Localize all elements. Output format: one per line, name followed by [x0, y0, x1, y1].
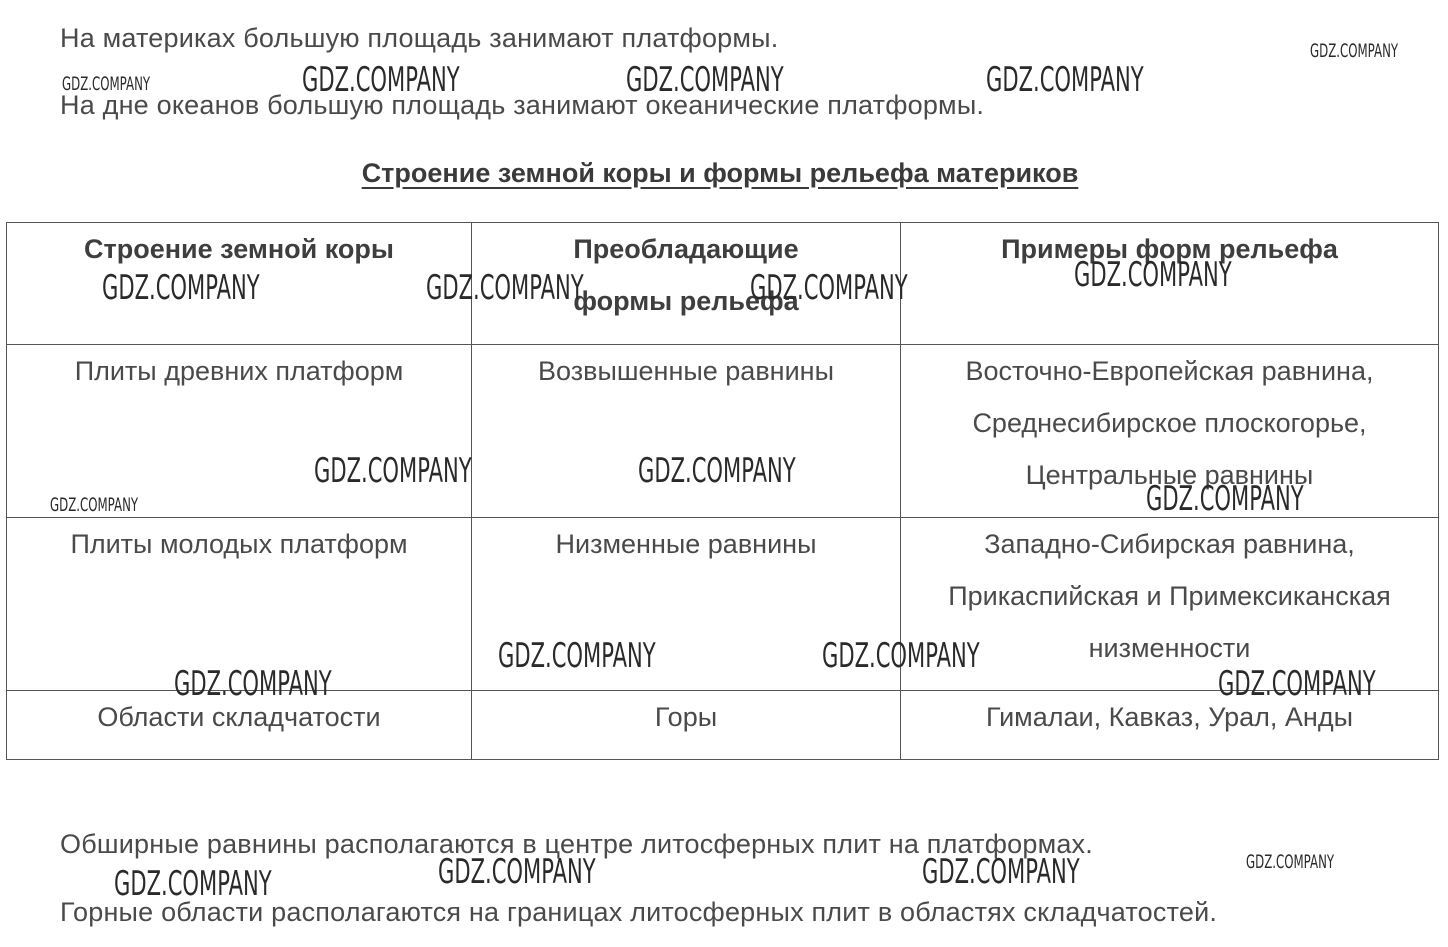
header-structure: Строение земной коры: [7, 223, 472, 345]
table-title: Строение земной коры и формы рельефа материков: [361, 158, 1079, 188]
watermark: GDZ.COMPANY: [426, 268, 584, 308]
watermark: GDZ.COMPANY: [986, 60, 1144, 100]
watermark: GDZ.COMPANY: [626, 60, 784, 100]
intro-line-2: На дне океанов большую площадь занимают океанические платформы.: [60, 90, 985, 120]
header-examples: Примеры форм рельефа: [901, 223, 1439, 345]
watermark: GDZ.COMPANY: [174, 664, 332, 704]
watermark: GDZ.COMPANY: [1218, 664, 1376, 704]
cell-forms: Горы: [472, 691, 901, 760]
watermark: GDZ.COMPANY: [498, 636, 656, 676]
watermark: GDZ.COMPANY: [1246, 851, 1335, 873]
cell-forms: Возвышенные равнины: [472, 345, 901, 518]
watermark: GDZ.COMPANY: [302, 60, 460, 100]
cell-examples: Восточно-Европейская равнина, Среднесибирское плоскогорье, Центральные равнины: [901, 345, 1439, 518]
watermark: GDZ.COMPANY: [438, 852, 596, 892]
cell-structure: Плиты молодых платформ: [7, 518, 472, 691]
watermark: GDZ.COMPANY: [638, 451, 796, 491]
watermark: GDZ.COMPANY: [50, 494, 139, 516]
outro-line-2: Горные области располагаются на границах литосферных плит в областях складчатостей.: [60, 897, 1218, 927]
watermark: GDZ.COMPANY: [314, 451, 472, 491]
cell-forms: Низменные равнины: [472, 518, 901, 691]
watermark: GDZ.COMPANY: [822, 636, 980, 676]
watermark: GDZ.COMPANY: [1074, 255, 1232, 295]
watermark: GDZ.COMPANY: [1310, 40, 1399, 62]
cell-structure: Плиты древних платформ: [7, 345, 472, 518]
cell-structure: Области складчатости: [7, 691, 472, 760]
outro-line-1: Обширные равнины располагаются в центре литосферных плит на платформах.: [60, 829, 1093, 859]
watermark: GDZ.COMPANY: [1146, 479, 1304, 519]
watermark: GDZ.COMPANY: [62, 73, 151, 95]
cell-examples: Гималаи, Кавказ, Урал, Анды: [901, 691, 1439, 760]
watermark: GDZ.COMPANY: [922, 852, 1080, 892]
intro-line-1: На материках большую площадь занимают платформы.: [60, 23, 779, 53]
header-forms: Преобладающие формы рельефа: [472, 223, 901, 345]
cell-examples: Западно-Сибирская равнина, Прикаспийская и Примексиканская низменности: [901, 518, 1439, 691]
watermark: GDZ.COMPANY: [114, 864, 272, 904]
watermark: GDZ.COMPANY: [102, 268, 260, 308]
watermark: GDZ.COMPANY: [750, 268, 908, 308]
